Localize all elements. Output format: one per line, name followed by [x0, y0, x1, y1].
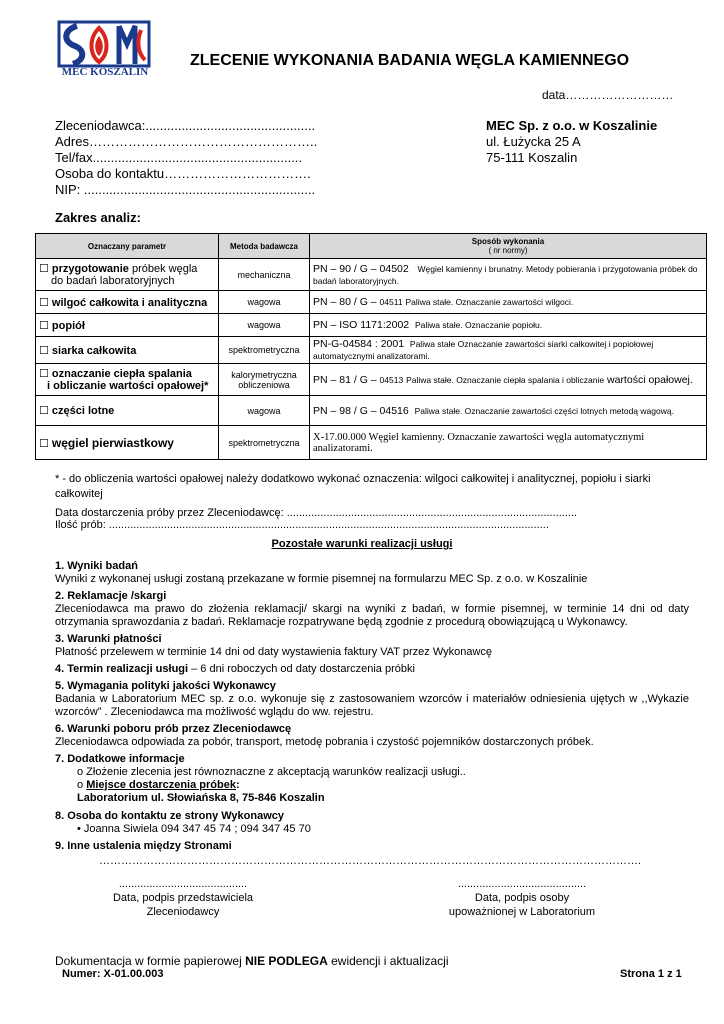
company-city: 75-111 Koszalin [486, 150, 578, 165]
table-row [36, 259, 707, 291]
param-cell: ☐ siarka całkowita [36, 337, 219, 364]
logo-text: MEC KOSZALIN [61, 66, 149, 78]
condition-heading: 1. Wyniki badań [55, 560, 138, 572]
documentation-note: Dokumentacja w formie papierowej NIE PODLEGA ewidencji i aktualizacji [55, 954, 449, 968]
condition-heading: 5. Wymagania polityki jakości Wykonawcy [55, 680, 276, 692]
lab-signature: .......................................... Data, podpis osoby upoważnionej w Laboratorium [448, 878, 596, 918]
standard-cell: X-17.00.000 Węgiel kamienny. Oznaczanie zawartości węgla automatycznymi analizatorami. [310, 426, 707, 460]
condition-heading: 6. Warunki poboru prób przez Zleceniodawcę [55, 723, 292, 735]
analysis-table [35, 233, 707, 460]
document-title: ZLECENIE WYKONANIA BADANIA WĘGLA KAMIENNEGO [190, 52, 630, 69]
table-row [36, 396, 707, 426]
method-cell: spektrometryczna [219, 337, 310, 364]
param-cell: ☐ węgiel pierwiastkowy [36, 426, 219, 460]
table-row [36, 337, 707, 364]
client-nip: NIP: ................................................................ [55, 182, 316, 197]
standard-cell: PN – 90 / G – 04502 Węgiel kamienny i brunatny. Metody pobierania i przygotowania próbek do badań laboratoryjnych. [310, 259, 707, 291]
param-cell: ☐ popiół [36, 314, 219, 337]
standard-cell: PN – 80 / G – 04511 Paliwa stałe. Oznaczanie zawartości wilgoci. [310, 291, 707, 314]
table-header-row [36, 234, 707, 259]
analysis-scope-heading: Zakres analiz: [55, 210, 141, 225]
condition-text: Płatność przelewem w terminie 14 dni od daty wystawienia faktury VAT przez Wykonawcę [55, 646, 493, 658]
table-row [36, 291, 707, 314]
footnote: * - do obliczenia wartości opałowej należy dodatkowo wykonać oznaczenia: wilgoci całkowitej i analitycznej, popiołu i siarki całkowitej [55, 473, 651, 500]
header-method: Metoda badawcza [219, 234, 310, 259]
method-cell: wagowa [219, 314, 310, 337]
condition-heading: 8. Osoba do kontaktu ze strony Wykonawcy [55, 810, 285, 822]
param-cell: ☐ oznaczanie ciepła spalania i obliczanie wartości opałowej* [36, 364, 219, 396]
company-street: ul. Łużycka 25 A [486, 134, 581, 149]
conditions-list [55, 556, 689, 868]
condition-text: Zleceniodawca odpowiada za pobór, transport, metodę pobrania i czystość pojemników dostarczonych próbek. [55, 736, 594, 748]
condition-text: Badania w Laboratorium MEC sp. z o.o. wykonuje się z zastosowaniem wzorców i materiałów odniesienia ujętych w ,,Wykazie wzorców” . Zleceniodawca ma możliwość wglądu do ww. rejestru. [55, 693, 689, 718]
contact-person: • Joanna Siwiela 094 347 45 74 ; 094 347 45 70 [77, 823, 311, 835]
method-cell: wagowa [219, 291, 310, 314]
sample-count: Ilość prób: ................................................................................................................................................ [55, 519, 549, 531]
condition-text: Wyniki z wykonanej usługi zostaną przekazane w formie pisemnej na formularzu MEC Sp. z o.o. w Koszalinie [55, 573, 588, 585]
param-cell: ☐ przygotowanie próbek węgla do badań laboratoryjnych [36, 259, 219, 291]
method-cell: wagowa [219, 396, 310, 426]
page-number: Strona 1 z 1 [620, 968, 682, 980]
method-cell: spektrometryczna [219, 426, 310, 460]
document-number: Numer: X-01.00.003 [62, 968, 164, 980]
condition-heading: 7. Dodatkowe informacje [55, 753, 185, 765]
method-cell: mechaniczna [219, 259, 310, 291]
table-row [36, 314, 707, 337]
table-row [36, 426, 707, 460]
condition-text: Zleceniodawca ma prawo do złożenia reklamacji/ skargi na wyniki z badań, w formie pisemnej, w terminie 14 dni od daty otrzymania sprawozdania z badań. Reklamacje rozpatrywane będą zgodnie z procedurą obowiązującą u Wykonawcy. [55, 603, 689, 628]
conditions-title: Pozostałe warunki realizacji usługi [271, 538, 453, 550]
header-param: Oznaczany parametr [36, 234, 219, 259]
client-contact: Osoba do kontaktu……………………………. [55, 166, 311, 181]
delivery-date: Data dostarczenia próby przez Zleceniodawcę: ............................................................................................... [55, 507, 578, 519]
client-block [55, 118, 317, 198]
condition-heading: 2. Reklamacje /skargi [55, 590, 167, 602]
condition-bullet: o Złożenie zlecenia jest równoznaczne z akceptacją warunków realizacji usługi.. [77, 766, 466, 778]
lab-address: Laboratorium ul. Słowiańska 8, 75-846 Koszalin [77, 792, 325, 804]
condition-heading: 3. Warunki płatności [55, 633, 162, 645]
condition-line: 4. Termin realizacji usługi – 6 dni roboczych od daty dostarczenia próbki [55, 663, 415, 675]
company-name: MEC Sp. z o.o. w Koszalinie [486, 118, 658, 133]
delivery-block [55, 507, 577, 531]
table-row [36, 364, 707, 396]
standard-cell: PN – ISO 1171:2002 Paliwa stałe. Oznaczanie popiołu. [310, 314, 707, 337]
standard-cell: PN – 81 / G – 04513 Paliwa stałe. Oznaczanie ciepła spalania i obliczanie wartości opałowej. [310, 364, 707, 396]
header-way: Sposób wykonania ( nr normy) [310, 234, 707, 259]
client-adres: Adres…………………………………………….. [55, 134, 318, 149]
client-telfax: Tel/fax.......................................................... [55, 150, 303, 165]
param-cell: ☐ części lotne [36, 396, 219, 426]
condition-bullet: o Miejsce dostarczenia próbek: [77, 779, 240, 791]
condition-heading: 9. Inne ustalenia między Stronami [55, 840, 232, 852]
method-cell: kalorymetryczna obliczeniowa [219, 364, 310, 396]
company-block [486, 118, 657, 166]
condition-dots: …………………………………………………………………………………………………………………………………. [99, 855, 642, 867]
client-zleceniodawca: Zleceniodawca:............................................... [55, 118, 316, 133]
date-field: data……………………… [542, 88, 674, 102]
standard-cell: PN-G-04584 : 2001 Paliwa stałe Oznaczanie zawartości siarki całkowitej i popiołowej automatycznymi analizatorami. [310, 337, 707, 364]
param-cell: ☐ wilgoć całkowita i analityczna [36, 291, 219, 314]
standard-cell: PN – 98 / G – 04516 Paliwa stałe. Oznaczanie zawartości części lotnych metodą wagową. [310, 396, 707, 426]
client-signature: .......................................... Data, podpis przedstawiciela Zleceniodawcy [112, 878, 254, 918]
